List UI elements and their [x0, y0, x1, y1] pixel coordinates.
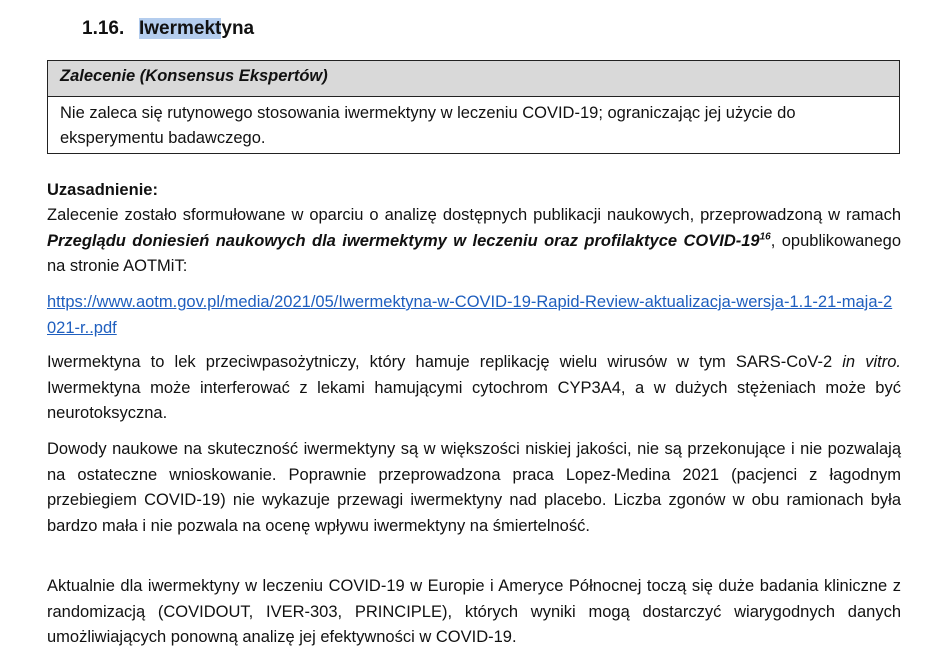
justification-paragraph-1	[47, 203, 901, 280]
recommendation-box	[47, 60, 900, 154]
p1-text-before: Zalecenie zostało sformułowane w oparciu o analizę dostępnych publikacji naukowych, przeprowadzoną w ramach	[47, 206, 901, 224]
p2-text-before: Iwermektyna to lek przeciwpasożytniczy, który hamuje replikację wielu wirusów w tym SARS-CoV-2	[47, 353, 843, 371]
aotmit-link[interactable]: https://www.aotm.gov.pl/media/2021/05/Iwermektyna-w-COVID-19-Rapid-Review-aktualizacja-wersja-1.1-21-maja-2021-r..pdf	[47, 293, 893, 337]
p2-text-after: Iwermektyna może interferować z lekami hamującymi cytochrom CYP3A4, a w dużych stężeniach może być neurotoksyczna.	[47, 378, 901, 422]
p1-footnote-ref: 16	[759, 231, 771, 242]
section-heading	[82, 18, 254, 40]
justification-paragraph-2	[47, 350, 901, 427]
justification-title: Uzasadnienie:	[47, 181, 158, 199]
section-title-rest: yna	[221, 18, 255, 39]
p1-review-title: Przeglądu doniesień naukowych dla iwermektymy w leczeniu oraz profilaktyce COVID-19	[47, 231, 760, 250]
p1-text-after: , opublikowanego na stronie AOTMiT:	[47, 231, 901, 275]
justification-paragraph-4: Aktualnie dla iwermektyny w leczeniu COVID-19 w Europie i Ameryce Północnej toczą się duże badania kliniczne z randomizacją (COVIDOUT, IVER-303, PRINCIPLE), których wyniki mogą dostarczyć wiarygodnych danych umożliwiających ponowną analizę jej efektywności w COVID-19.	[47, 577, 901, 646]
recommendation-text: Nie zaleca się rutynowego stosowania iwermektyny w leczeniu COVID-19; ograniczając jej użycie do eksperymentu badawczego.	[60, 104, 796, 147]
justification-paragraph-3: Dowody naukowe na skuteczność iwermektyny są w większości niskiej jakości, nie są przekonujące i nie pozwalają na ostateczne wnioskowanie. Poprawnie przeprowadzona praca Lopez-Medina 2021 (pacjenci z łagodnym przebiegiem COVID-19) nie wykazuje przewagi iwermektyny nad placebo. Liczba zgonów w obu ramionach była bardzo mała i nie pozwala na ocenę wpływu iwermektyny na śmiertelność.	[47, 440, 901, 535]
section-number: 1.16.	[82, 18, 125, 39]
section-title-selected[interactable]: Iwermekt	[139, 18, 222, 39]
recommendation-header: Zalecenie (Konsensus Ekspertów)	[48, 61, 899, 97]
p2-italic-term: in vitro.	[842, 353, 901, 371]
